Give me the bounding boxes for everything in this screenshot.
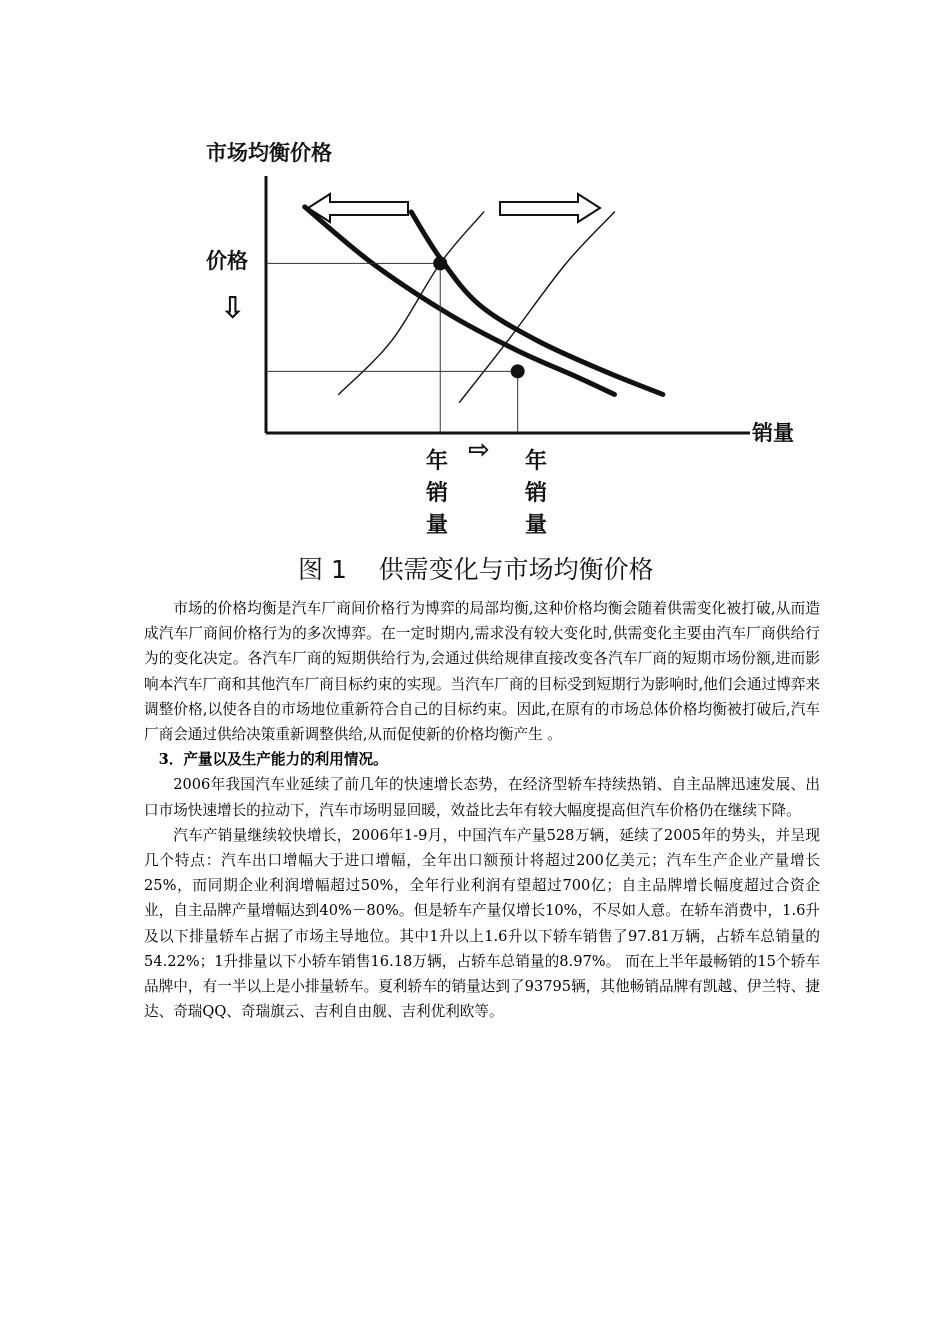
paragraph-equilibrium: 市场的价格均衡是汽车厂商间价格行为博弈的局部均衡,这种价格均衡会随着供需变化被打破,从而造成汽车厂商间价格行为的多次博弈。在一定时期内,需求没有较大变化时,供需变化主要由汽车厂商供给行为的变化决定。各汽车厂商的短期供给行为,会通过供给规律直接改变各汽车厂商的短期市场份额,进而影响本汽车厂商和其他汽车厂商目标约束的实现。当汽车厂商的目标受到短期行为影响时,他们会通过博弈来调整价格,以使各自的市场地位重新符合自己的目标约束。因此,在原有的市场总体价格均衡被打破后,汽车厂商会通过供给决策重新调整供给,从而促使新的价格均衡产生 。 — [144, 600, 820, 744]
paragraph-industry-growth: 2006年我国汽车业延续了前几年的快速增长态势，在经济型轿车持续热销、自主品牌迅速发展、出口市场快速增长的拉动下，汽车市场明显回暖，效益比去年有较大幅度提高但汽车价格仍在继续下降。 — [144, 776, 820, 819]
curves-group — [305, 207, 663, 402]
demand-curve-1 — [305, 207, 615, 395]
price-label: 价格 — [206, 249, 248, 273]
quantity-shift-arrow: ⇨ — [468, 435, 490, 465]
sales-right-char-2: 销 — [525, 481, 548, 506]
price-down-arrow: ⇩ — [220, 291, 246, 326]
equilibrium-points-group — [266, 256, 525, 433]
equilibrium-point-2 — [511, 364, 525, 378]
equilibrium-chart — [190, 128, 820, 598]
figure-caption: 图 1 供需变化与市场均衡价格 — [298, 555, 654, 584]
right-shift-arrow — [500, 194, 600, 222]
sales-left-char-2: 销 — [426, 481, 449, 506]
left-shift-arrow — [308, 194, 408, 222]
demand-curve-2 — [411, 212, 663, 394]
annual-sales-label-right — [525, 448, 547, 538]
supply-curve-3 — [339, 212, 484, 394]
section-heading-production: 3．产量以及生产能力的利用情况。 — [158, 751, 388, 769]
sales-right-char-3: 量 — [525, 513, 548, 538]
sales-left-char-1: 年 — [426, 449, 449, 474]
annual-sales-label-left — [426, 448, 448, 538]
sales-right-char-1: 年 — [525, 449, 548, 474]
body-text — [144, 596, 820, 1024]
supply-demand-figure — [190, 128, 820, 598]
equilibrium-point-1 — [433, 256, 447, 270]
x-axis-label: 销量 — [752, 421, 794, 445]
y-axis-label: 市场均衡价格 — [206, 141, 332, 165]
sales-left-char-3: 量 — [426, 513, 449, 538]
paragraph-sales-details: 汽车产销量继续较快增长，2006年1-9月，中国汽车产量528万辆，延续了2005年的势头，并呈现几个特点：汽车出口增幅大于进口增幅，全年出口额预计将超过200亿美元；汽车生产企业产量增长25%，而同期企业利润增幅超过50%，全年行业利润有望超过700亿；自主品牌增长幅度超过合资企业，自主品牌产量增幅达到40%－80%。但是轿车产量仅增长10%，不尽如人意。在轿车消费中，1.6升及以下排量轿车占据了市场主导地位。其中1升以上1.6升以下轿车销售了97.81万辆，占轿车总销量的54.22%；1升排量以下小轿车销售16.18万辆，占轿车总销量的8.97%。 而在上半年最畅销的15个轿车品牌中，有一半以上是小排量轿车。夏利轿车的销量达到了93795辆，其他畅销品牌有凯越、伊兰特、捷达、奇瑞QQ、奇瑞旗云、吉利自由舰、吉利优利欧等。 — [144, 826, 820, 1021]
